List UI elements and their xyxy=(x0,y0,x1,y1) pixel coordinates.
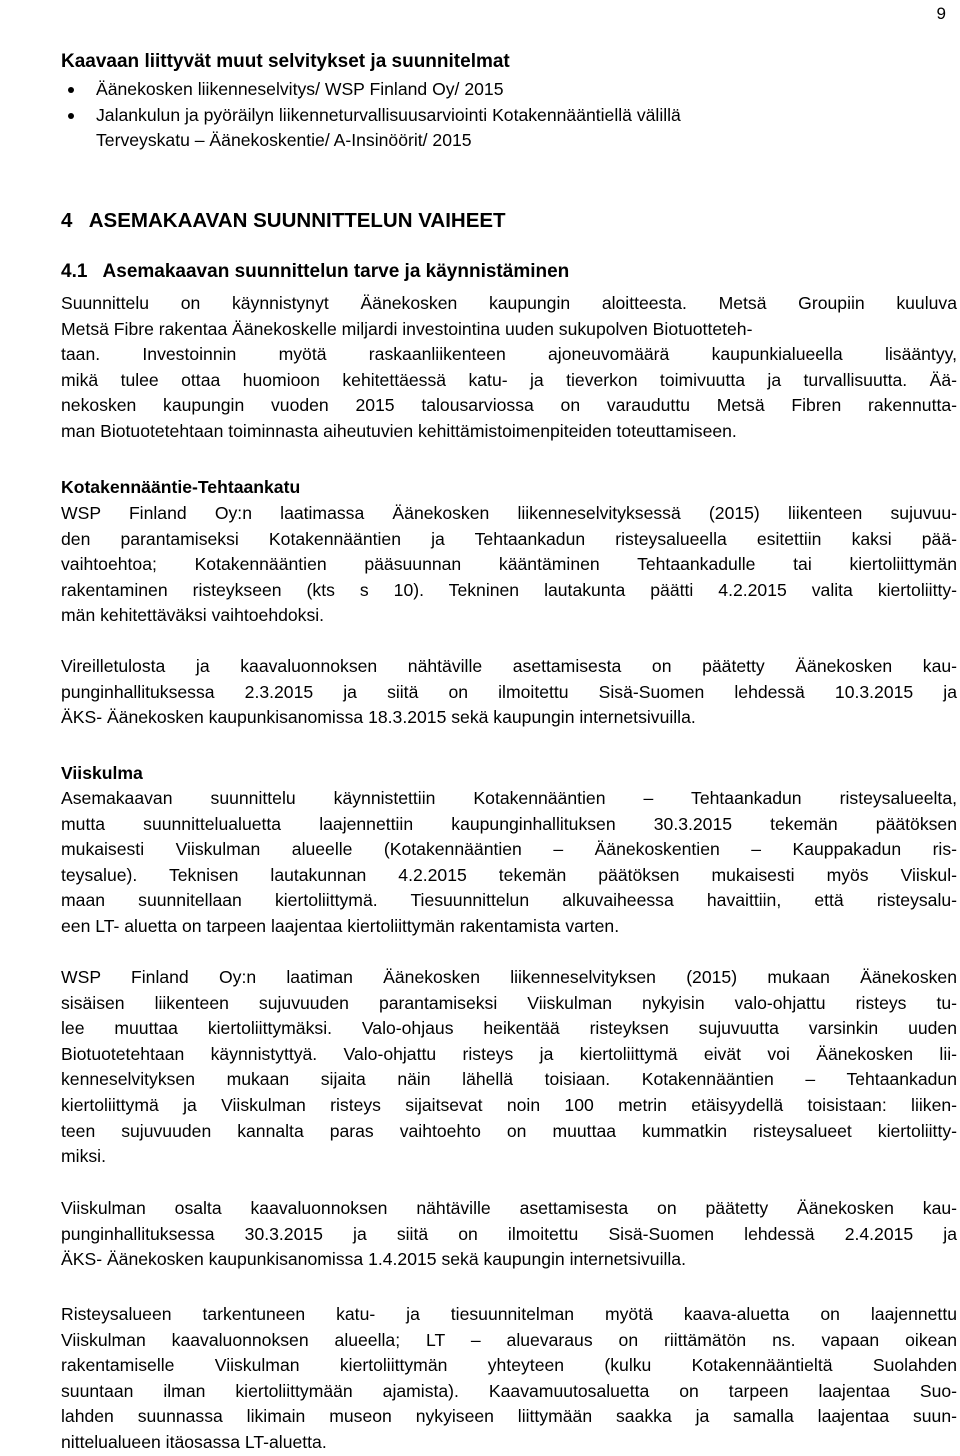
text-line: Viiskulman osalta kaavaluonnoksen nähtäville asettamisesta on päätetty Äänekosken kau- xyxy=(61,1198,957,1218)
text-line: Viiskulman kaavaluonnoksen alueella; LT – aluevaraus on riittämätön ns. vapaan oikean xyxy=(61,1329,957,1350)
text-line: rakentaminen risteykseen (kts s 10). Tekninen lautakunta päätti 4.2.2015 valita kiertoliitty- xyxy=(61,579,957,600)
subheading-viiskulma: Viiskulma xyxy=(61,763,143,783)
subheading-kotakennaantie: Kotakennääntie-Tehtaankatu xyxy=(61,477,301,497)
paragraph xyxy=(61,1302,957,1456)
bullet-icon xyxy=(68,87,74,93)
paragraph xyxy=(61,1196,957,1273)
text-line: kiertoliittymä ja Viiskulman risteys sijaitsevat noin 100 metrin etäisyydellä toisistaan: liiken- xyxy=(61,1094,957,1115)
text-line: nittelualueen itäosassa LT-aluetta. xyxy=(61,1431,327,1452)
text-line: mutta suunnittelualuetta laajennettiin kaupunginhallituksen 30.3.2015 tekemän päätöksen xyxy=(61,813,957,834)
text-line: Asemakaavan suunnittelu käynnistettiin Kotakennääntien – Tehtaankadun risteysalueelta, xyxy=(61,788,957,808)
text-line: een LT- aluetta on tarpeen laajentaa kiertoliittymän rakentamista varten. xyxy=(61,915,620,936)
text-line: lahden suunnassa likimain museon nykyiseen liittymään saakka ja samalla laajentaa suun- xyxy=(61,1406,957,1427)
bullet-text: Äänekosken liikenneselvitys/ WSP Finland Oy/ 2015 xyxy=(96,79,504,99)
text-line: Risteysalueen tarkentuneen katu- ja tiesuunnitelman myötä kaava-aluetta on laajennettu xyxy=(61,1304,957,1324)
paragraph xyxy=(61,965,957,1170)
text-line: Vireilletulosta ja kaavaluonnoksen nähtäville asettamisesta on päätetty Äänekosken kau- xyxy=(61,656,957,676)
text-line: den parantamiseksi Kotakennääntien ja Tehtaankadun risteysalueella esitettiin kaksi pää- xyxy=(61,528,957,549)
text-line: miksi. xyxy=(61,1146,106,1167)
text-line: Suunnittelu on käynnistynyt Äänekosken kaupungin aloitteesta. Metsä Groupiin kuuluva xyxy=(61,293,957,313)
text-line: män kehitettäväksi vaihtoehdoksi. xyxy=(61,605,325,626)
paragraph xyxy=(61,786,957,940)
text-line: punginhallituksessa 30.3.2015 ja siitä on ilmoitettu Sisä-Suomen lehdessä 2.4.2015 ja xyxy=(61,1223,957,1244)
text-line: ÄKS- Äänekosken kaupunkisanomissa 18.3.2015 sekä kaupungin internetsivuilla. xyxy=(61,707,696,728)
bullet-text: Terveyskatu – Äänekoskentie/ A-Insinöörit/ 2015 xyxy=(96,130,472,151)
text-line: mikä tulee ottaa huomioon kehitettäessä katu- ja tieverkon toimivuutta ja turvallisuutta. Ää- xyxy=(61,369,957,390)
text-line: vaihtoehtoa; Kotakennääntien pääsuunnan kääntäminen Tehtaankadulle tai kiertoliittymän xyxy=(61,554,957,575)
text-line: sisäisen liikenteen sujuvuuden parantamiseksi Viiskulman nykyisin valo-ohjattu risteys tu- xyxy=(61,992,957,1013)
related-studies-heading: Kaavaan liittyvät muut selvitykset ja suunnitelmat xyxy=(61,51,510,72)
bullet-text: Jalankulun ja pyöräilyn liikenneturvallisuusarviointi Kotakennääntiellä välillä xyxy=(96,104,681,125)
text-line: ÄKS- Äänekosken kaupunkisanomissa 1.4.2015 sekä kaupungin internetsivuilla. xyxy=(61,1249,686,1270)
paragraph xyxy=(61,501,957,629)
section-heading: 4.1 Asemakaavan suunnittelun tarve ja käynnistäminen xyxy=(61,261,570,282)
text-line: nekosken kaupungin vuoden 2015 talousarviossa on varauduttu Metsä Fibren rakennutta- xyxy=(61,395,957,416)
text-line: teysalue). Teknisen lautakunnan 4.2.2015 tekemän päätöksen mukaisesti myös Viiskul- xyxy=(61,864,957,885)
text-line: taan. Investoinnin myötä raskaanliikenteen ajoneuvomäärä kaupunkialueella lisääntyy, xyxy=(61,344,957,365)
text-line: Biotuotetehtaan käynnistyttyä. Valo-ohjattu risteys ja kiertoliittymä eivät voi Äänekosken lii- xyxy=(61,1043,957,1064)
text-line: Metsä Fibre rakentaa Äänekoskelle miljardi investointina uuden sukupolven Biotuotteteh- xyxy=(61,318,753,339)
bullet-list xyxy=(61,77,957,154)
chapter-heading: 4 ASEMAKAAVAN SUUNNITTELUN VAIHEET xyxy=(61,209,506,232)
paragraph xyxy=(61,291,957,445)
list-item xyxy=(61,103,957,154)
page-number: 9 xyxy=(936,4,946,23)
text-line: WSP Finland Oy:n laatiman Äänekosken liikenneselvityksen (2015) mukaan Äänekosken xyxy=(61,967,957,987)
text-line: lee muuttaa kiertoliittymäksi. Valo-ohjaus heikentää risteyksen sujuvuutta varsinkin uuden xyxy=(61,1018,957,1039)
text-line: man Biotuotetehtaan toiminnasta aiheutuvien kehittämistoimenpiteiden toteuttamiseen. xyxy=(61,420,737,441)
text-line: mukaisesti Viiskulman alueelle (Kotakennääntien – Äänekoskentien – Kauppakadun ris- xyxy=(61,839,957,860)
text-line: maan suunnitellaan kiertoliittymä. Tiesuunnittelun alkuvaiheessa havaittiin, että risteysalu- xyxy=(61,890,957,911)
text-line: rakentamiselle Viiskulman kiertoliittymän yhteyteen (kulku Kotakennääntieltä Suolahden xyxy=(61,1355,957,1376)
paragraph xyxy=(61,654,957,731)
text-line: teen sujuvuuden kannalta paras vaihtoehto on muuttaa kummatkin risteysalueet kiertoliitty- xyxy=(61,1120,957,1141)
bullet-icon xyxy=(68,113,74,119)
text-line: WSP Finland Oy:n laatimassa Äänekosken liikenneselvityksessä (2015) liikenteen sujuvuu- xyxy=(61,503,957,523)
list-item xyxy=(61,77,957,103)
text-line: punginhallituksessa 2.3.2015 ja siitä on ilmoitettu Sisä-Suomen lehdessä 10.3.2015 ja xyxy=(61,681,957,702)
text-line: suuntaan ilman kiertoliittymään ajamista). Kaavamuutosaluetta on tarpeen laajentaa Suo- xyxy=(61,1380,957,1401)
text-line: kenneselvityksen mukaan sijaita näin lähellä toisiaan. Kotakennääntien – Tehtaankadun xyxy=(61,1069,957,1090)
